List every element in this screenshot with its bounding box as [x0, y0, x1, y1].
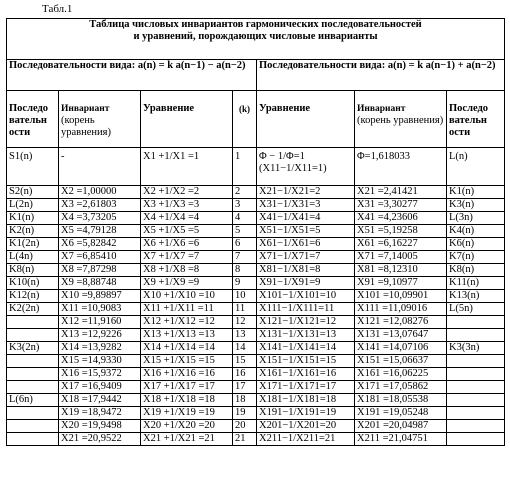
- cell-k: 9: [233, 277, 257, 290]
- cell-sequence-right: K7(n): [447, 251, 505, 264]
- cell-equation-right: X51−1/X51=5: [257, 225, 355, 238]
- cell-invariant-left: X13 =12,9226: [59, 329, 141, 342]
- cell-invariant-left: X4 =3,73205: [59, 212, 141, 225]
- cell-sequence-left: L(6n): [7, 394, 59, 407]
- cell-k: 13: [233, 329, 257, 342]
- cell-equation-right: X31−1/X31=3: [257, 199, 355, 212]
- cell-invariant-right: X201 =20,04987: [355, 420, 447, 433]
- table-row: [7, 212, 505, 225]
- cell-sequence-left: [7, 316, 59, 329]
- cell-equation-left: X3 +1/X3 =3: [141, 199, 233, 212]
- cell-invariant-left: X20 =19,9498: [59, 420, 141, 433]
- cell-sequence-left: K3(2n): [7, 342, 59, 355]
- table-row: [7, 303, 505, 316]
- cell-equation-left: X15 +1/X15 =15: [141, 355, 233, 368]
- cell-k: 17: [233, 381, 257, 394]
- table-row: [7, 251, 505, 264]
- cell-sequence-right: [447, 316, 505, 329]
- table-row: [7, 316, 505, 329]
- cell-invariant-left: X16 =15,9372: [59, 368, 141, 381]
- header-sequence-right: Последо вательн ости: [447, 91, 505, 148]
- cell-sequence-left: K12(n): [7, 290, 59, 303]
- table-row: [7, 381, 505, 394]
- cell-equation-right: X121−1/X121=12: [257, 316, 355, 329]
- table-row: [7, 148, 505, 186]
- cell-equation-left: X2 +1/X2 =2: [141, 186, 233, 199]
- table-row: [7, 368, 505, 381]
- cell-sequence-left: [7, 329, 59, 342]
- cell-equation-left: X4 +1/X4 =4: [141, 212, 233, 225]
- table-row: [7, 264, 505, 277]
- cell-invariant-right: X191 =19,05248: [355, 407, 447, 420]
- cell-equation-right: X21−1/X21=2: [257, 186, 355, 199]
- cell-k: 14: [233, 342, 257, 355]
- cell-invariant-right: X41 =4,23606: [355, 212, 447, 225]
- cell-invariant-left: X10 =9,89897: [59, 290, 141, 303]
- table-row: [7, 342, 505, 355]
- cell-equation-right: Φ − 1/Φ=1 (X11−1/X11=1): [257, 148, 355, 186]
- cell-sequence-right: K6(n): [447, 238, 505, 251]
- cell-invariant-left: X15 =14,9330: [59, 355, 141, 368]
- cell-invariant-right: X151 =15,06637: [355, 355, 447, 368]
- cell-equation-left: X10 +1/X10 =10: [141, 290, 233, 303]
- table-title: [7, 19, 505, 60]
- cell-invariant-left: X8 =7,87298: [59, 264, 141, 277]
- cell-invariant-right: X181 =18,05538: [355, 394, 447, 407]
- cell-invariant-right: X211 =21,04751: [355, 433, 447, 446]
- cell-invariant-left: X14 =13,9282: [59, 342, 141, 355]
- cell-equation-left: X6 +1/X6 =6: [141, 238, 233, 251]
- cell-equation-left: X14 +1/X14 =14: [141, 342, 233, 355]
- cell-equation-left: X7 +1/X7 =7: [141, 251, 233, 264]
- cell-sequence-left: [7, 407, 59, 420]
- cell-invariant-left: X7 =6,85410: [59, 251, 141, 264]
- table-title-line-2: и уравнений, порождающих числовые инварианты: [133, 31, 378, 42]
- cell-k: 7: [233, 251, 257, 264]
- cell-sequence-right: [447, 355, 505, 368]
- cell-equation-left: X1 +1/X1 =1: [141, 148, 233, 186]
- table-row: [7, 433, 505, 446]
- cell-equation-right: X141−1/X141=14: [257, 342, 355, 355]
- cell-k: 10: [233, 290, 257, 303]
- cell-invariant-right: X111 =11,09016: [355, 303, 447, 316]
- cell-k: 20: [233, 420, 257, 433]
- cell-equation-right: X61−1/X61=6: [257, 238, 355, 251]
- cell-equation-right: X41−1/X41=4: [257, 212, 355, 225]
- cell-sequence-right: [447, 433, 505, 446]
- invariants-table: [6, 18, 505, 446]
- right-section-header: Последовательности вида: a(n) = k a(n−1) + a(n−2): [257, 60, 505, 91]
- cell-sequence-right: L(5n): [447, 303, 505, 316]
- cell-invariant-left: X3 =2,61803: [59, 199, 141, 212]
- cell-sequence-left: K2(n): [7, 225, 59, 238]
- cell-k: 4: [233, 212, 257, 225]
- cell-sequence-left: K1(n): [7, 212, 59, 225]
- cell-sequence-left: [7, 355, 59, 368]
- cell-sequence-left: L(2n): [7, 199, 59, 212]
- cell-invariant-left: X12 =11,9160: [59, 316, 141, 329]
- cell-equation-left: X8 +1/X8 =8: [141, 264, 233, 277]
- cell-invariant-left: X6 =5,82842: [59, 238, 141, 251]
- cell-invariant-left: X21 =20,9522: [59, 433, 141, 446]
- cell-k: 19: [233, 407, 257, 420]
- cell-k: 2: [233, 186, 257, 199]
- cell-sequence-right: [447, 407, 505, 420]
- cell-equation-right: X71−1/X71=7: [257, 251, 355, 264]
- cell-sequence-right: K11(n): [447, 277, 505, 290]
- cell-k: 8: [233, 264, 257, 277]
- cell-equation-left: X5 +1/X5 =5: [141, 225, 233, 238]
- left-section-header: Последовательности вида: a(n) = k a(n−1) − a(n−2): [7, 60, 257, 91]
- cell-equation-left: X11 +1/X11 =11: [141, 303, 233, 316]
- cell-k: 21: [233, 433, 257, 446]
- cell-equation-right: X191−1/X191=19: [257, 407, 355, 420]
- cell-equation-right: X131−1/X131=13: [257, 329, 355, 342]
- table-row: [7, 290, 505, 303]
- cell-invariant-right: X101 =10,09901: [355, 290, 447, 303]
- cell-sequence-right: [447, 420, 505, 433]
- cell-equation-right: X171−1/X171=17: [257, 381, 355, 394]
- cell-equation-right: X161−1/X161=16: [257, 368, 355, 381]
- cell-sequence-right: K4(n): [447, 225, 505, 238]
- header-invariant-right: [355, 91, 447, 148]
- cell-equation-right: X201−1/X201=20: [257, 420, 355, 433]
- cell-invariant-right: X81 =8,12310: [355, 264, 447, 277]
- cell-equation-left: X13 +1/X13 =13: [141, 329, 233, 342]
- table-title-line-1: Таблица числовых инвариантов гармонических последовательностей: [89, 19, 422, 30]
- cell-sequence-left: K1(2n): [7, 238, 59, 251]
- header-sequence-left: Последо вательн ости: [7, 91, 59, 148]
- cell-sequence-right: K13(n): [447, 290, 505, 303]
- table-row: [7, 186, 505, 199]
- cell-k: 15: [233, 355, 257, 368]
- cell-equation-left: X18 +1/X18 =18: [141, 394, 233, 407]
- cell-sequence-left: K8(n): [7, 264, 59, 277]
- table-row: [7, 394, 505, 407]
- cell-k: 5: [233, 225, 257, 238]
- cell-sequence-left: S1(n): [7, 148, 59, 186]
- header-invariant-left-title: Инвариант: [61, 104, 110, 114]
- cell-invariant-right: X31 =3,30277: [355, 199, 447, 212]
- cell-sequence-right: [447, 368, 505, 381]
- header-equation-right: Уравнение: [257, 91, 355, 148]
- cell-equation-right: X101−1/X101=10: [257, 290, 355, 303]
- cell-sequence-left: K2(2n): [7, 303, 59, 316]
- cell-invariant-right: X161 =16,06225: [355, 368, 447, 381]
- cell-sequence-left: [7, 420, 59, 433]
- cell-equation-right: X91−1/X91=9: [257, 277, 355, 290]
- cell-invariant-left: X19 =18,9472: [59, 407, 141, 420]
- cell-sequence-left: [7, 368, 59, 381]
- table-row: [7, 329, 505, 342]
- cell-k: 6: [233, 238, 257, 251]
- cell-equation-right: X211−1/X211=21: [257, 433, 355, 446]
- cell-invariant-left: X9 =8,88748: [59, 277, 141, 290]
- cell-invariant-left: X5 =4,79128: [59, 225, 141, 238]
- cell-invariant-left: -: [59, 148, 141, 186]
- header-k: (k): [233, 91, 257, 148]
- cell-equation-left: X21 +1/X21 =21: [141, 433, 233, 446]
- table-caption: Табл.1: [42, 3, 73, 15]
- cell-sequence-right: L(n): [447, 148, 505, 186]
- cell-k: 11: [233, 303, 257, 316]
- cell-k: 1: [233, 148, 257, 186]
- cell-sequence-right: [447, 381, 505, 394]
- table-row: [7, 238, 505, 251]
- cell-sequence-right: L(3n): [447, 212, 505, 225]
- cell-equation-right: X151−1/X151=15: [257, 355, 355, 368]
- table-row: [7, 420, 505, 433]
- cell-k: 16: [233, 368, 257, 381]
- table-body: [7, 186, 505, 446]
- cell-equation-right: X181−1/X181=18: [257, 394, 355, 407]
- cell-invariant-left: X18 =17,9442: [59, 394, 141, 407]
- cell-equation-left: X9 +1/X9 =9: [141, 277, 233, 290]
- cell-equation-left: X12 +1/X12 =12: [141, 316, 233, 329]
- cell-invariant-right: X131 =13,07647: [355, 329, 447, 342]
- cell-invariant-right: X21 =2,41421: [355, 186, 447, 199]
- cell-equation-right: X111−1/X111=11: [257, 303, 355, 316]
- cell-sequence-left: K10(n): [7, 277, 59, 290]
- header-invariant-right-title: Инвариант: [357, 104, 406, 114]
- cell-invariant-left: X17 =16,9409: [59, 381, 141, 394]
- cell-sequence-right: [447, 329, 505, 342]
- cell-invariant-right: X171 =17,05862: [355, 381, 447, 394]
- table-row: [7, 407, 505, 420]
- cell-sequence-right: K1(n): [447, 186, 505, 199]
- cell-invariant-right: X71 =7,14005: [355, 251, 447, 264]
- header-equation-left: Уравнение: [141, 91, 233, 148]
- cell-equation-left: X17 +1/X17 =17: [141, 381, 233, 394]
- cell-invariant-left: X11 =10,9083: [59, 303, 141, 316]
- cell-sequence-left: [7, 433, 59, 446]
- table-row: [7, 225, 505, 238]
- cell-invariant-right: X121 =12,08276: [355, 316, 447, 329]
- table-row: [7, 199, 505, 212]
- cell-sequence-right: K3(n): [447, 199, 505, 212]
- cell-k: 12: [233, 316, 257, 329]
- cell-invariant-right: X141 =14,07106: [355, 342, 447, 355]
- cell-equation-right: X81−1/X81=8: [257, 264, 355, 277]
- table-row: [7, 355, 505, 368]
- cell-equation-left: X19 +1/X19 =19: [141, 407, 233, 420]
- table-row: [7, 277, 505, 290]
- cell-k: 18: [233, 394, 257, 407]
- cell-invariant-right: X91 =9,10977: [355, 277, 447, 290]
- cell-sequence-left: [7, 381, 59, 394]
- cell-sequence-right: K3(3n): [447, 342, 505, 355]
- header-invariant-right-sub: (корень уравнения): [357, 115, 444, 126]
- header-invariant-left: [59, 91, 141, 148]
- cell-k: 3: [233, 199, 257, 212]
- cell-sequence-right: K8(n): [447, 264, 505, 277]
- cell-sequence-left: L(4n): [7, 251, 59, 264]
- cell-sequence-right: [447, 394, 505, 407]
- cell-equation-left: X20 +1/X20 =20: [141, 420, 233, 433]
- cell-invariant-right: X51 =5,19258: [355, 225, 447, 238]
- cell-invariant-right: Φ=1,618033: [355, 148, 447, 186]
- cell-equation-left: X16 +1/X16 =16: [141, 368, 233, 381]
- cell-invariant-left: X2 =1,00000: [59, 186, 141, 199]
- cell-sequence-left: S2(n): [7, 186, 59, 199]
- cell-invariant-right: X61 =6,16227: [355, 238, 447, 251]
- header-invariant-left-sub: (корень уравнения): [61, 115, 111, 138]
